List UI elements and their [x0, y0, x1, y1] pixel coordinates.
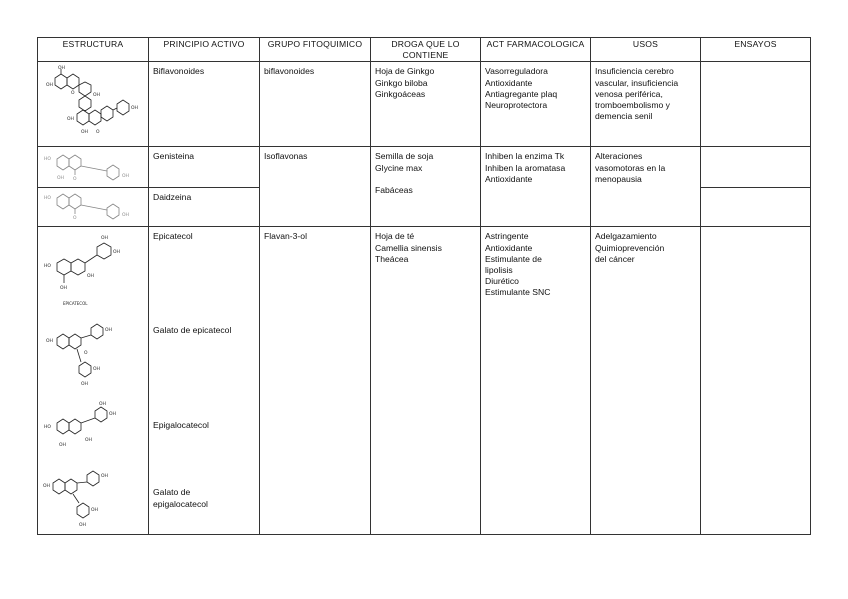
droga-flavan-3-ol: Hoja de té Camellia sinensis Theácea: [371, 227, 481, 535]
svg-text:HO: HO: [44, 157, 51, 163]
svg-text:OH: OH: [58, 66, 65, 72]
table-row-biflavonoides: [38, 62, 811, 147]
grupo-flavan-3-ol: Flavan-3-ol: [260, 227, 371, 535]
header-act-farmacologica: [481, 38, 591, 62]
svg-text:HO: HO: [44, 425, 51, 431]
principio-galato-epigalocatecol: Galato de epigalocatecol: [153, 487, 208, 509]
svg-text:OH: OH: [93, 367, 100, 373]
epigalocatecol-molecule-icon: [41, 401, 145, 461]
svg-text:OH: OH: [67, 117, 74, 123]
svg-text:OH: OH: [99, 402, 106, 408]
svg-text:OH: OH: [81, 130, 88, 136]
ensayos-biflavonoides: [701, 62, 811, 147]
droga-isoflavonas: Semilla de soja Glycine max Fabáceas: [371, 147, 481, 227]
svg-text:O: O: [73, 216, 77, 222]
svg-text:OH: OH: [101, 236, 108, 242]
principio-biflavonoides: Biflavonoides: [149, 62, 260, 147]
svg-text:OH: OH: [43, 484, 50, 490]
svg-text:OH: OH: [79, 523, 86, 529]
header-droga-text: DROGA QUE LO CONTIENE: [391, 39, 460, 61]
structure-daidzeina: [38, 188, 149, 227]
usos-biflavonoides: Insuficiencia cerebro vascular, insuficiencia venosa periférica, tromboembolismo y demencia senil: [591, 62, 701, 147]
daidzeina-molecule-icon: [41, 190, 145, 226]
header-ensayos: ENSAYOS: [701, 38, 811, 62]
svg-text:OH: OH: [131, 106, 138, 112]
svg-text:OH: OH: [109, 412, 116, 418]
svg-text:OH: OH: [113, 250, 120, 256]
table-row-genisteina: [38, 147, 811, 188]
header-row: [38, 38, 811, 62]
svg-text:OH: OH: [122, 174, 129, 180]
svg-text:OH: OH: [87, 274, 94, 280]
principio-galato-epicatecol: Galato de epicatecol: [153, 325, 232, 336]
header-usos: USOS: [591, 38, 701, 62]
svg-text:OH: OH: [81, 382, 88, 388]
act-biflavonoides: Vasorreguladora Antioxidante Antiagregante plaq Neuroprotectora: [481, 62, 591, 147]
droga-biflavonoides: Hoja de Ginkgo Ginkgo biloba Ginkgoáceas: [371, 62, 481, 147]
principio-flavanoles: [149, 227, 260, 535]
header-act-text: ACT FARMACOLOGICA: [486, 39, 585, 49]
header-principio-activo: PRINCIPIO ACTIVO: [149, 38, 260, 62]
svg-text:O: O: [84, 351, 88, 357]
svg-text:HO: HO: [44, 264, 51, 270]
epicatecol-caption: EPICATECOL: [63, 301, 88, 307]
svg-text:OH: OH: [59, 443, 66, 449]
header-droga: [371, 38, 481, 62]
grupo-biflavonoides: biflavonoides: [260, 62, 371, 147]
svg-text:OH: OH: [46, 83, 53, 89]
structure-genisteina: [38, 147, 149, 188]
svg-text:OH: OH: [122, 213, 129, 219]
phytochemical-table: [37, 37, 811, 535]
act-flavan-3-ol: Astringente Antioxidante Estimulante de lipolisis Diurético Estimulante SNC: [481, 227, 591, 535]
epicatecol-molecule-icon: [41, 233, 145, 313]
svg-text:OH: OH: [57, 176, 64, 182]
biflavonoide-molecule-icon: [41, 64, 145, 146]
genisteina-molecule-icon: [41, 149, 145, 187]
ensayos-flavan-3-ol: [701, 227, 811, 535]
act-isoflavonas: Inhiben la enzima Tk Inhiben la aromatasa Antioxidante: [481, 147, 591, 227]
structure-flavanoles: [38, 227, 149, 535]
table-row-flavan-3-ol: [38, 227, 811, 535]
svg-text:OH: OH: [93, 93, 100, 99]
svg-text:O: O: [71, 91, 75, 97]
header-estructura: ESTRUCTURA: [38, 38, 149, 62]
structure-biflavonoide: [38, 62, 149, 147]
principio-epicatecol: Epicatecol: [153, 231, 193, 242]
svg-text:O: O: [96, 130, 100, 136]
svg-text:OH: OH: [85, 438, 92, 444]
usos-flavan-3-ol: Adelgazamiento Quimioprevención del cáncer: [591, 227, 701, 535]
svg-text:HO: HO: [44, 196, 51, 202]
principio-daidzeina: Daidzeina: [149, 188, 260, 227]
grupo-isoflavonas: Isoflavonas: [260, 147, 371, 227]
principio-epigalocatecol: Epigalocatecol: [153, 420, 209, 431]
principio-genisteina: Genisteina: [149, 147, 260, 188]
svg-text:OH: OH: [91, 508, 98, 514]
svg-text:OH: OH: [46, 339, 53, 345]
header-grupo-fitoquimico: GRUPO FITOQUIMICO: [260, 38, 371, 62]
usos-isoflavonas: Alteraciones vasomotoras en la menopausia: [591, 147, 701, 227]
svg-text:O: O: [73, 177, 77, 183]
galato-epigalocatecol-molecule-icon: [41, 469, 145, 529]
svg-text:OH: OH: [101, 474, 108, 480]
galato-epicatecol-molecule-icon: [41, 322, 145, 392]
ensayos-daidzeina: [701, 188, 811, 227]
ensayos-genisteina: [701, 147, 811, 188]
svg-text:OH: OH: [60, 286, 67, 292]
svg-text:OH: OH: [105, 328, 112, 334]
